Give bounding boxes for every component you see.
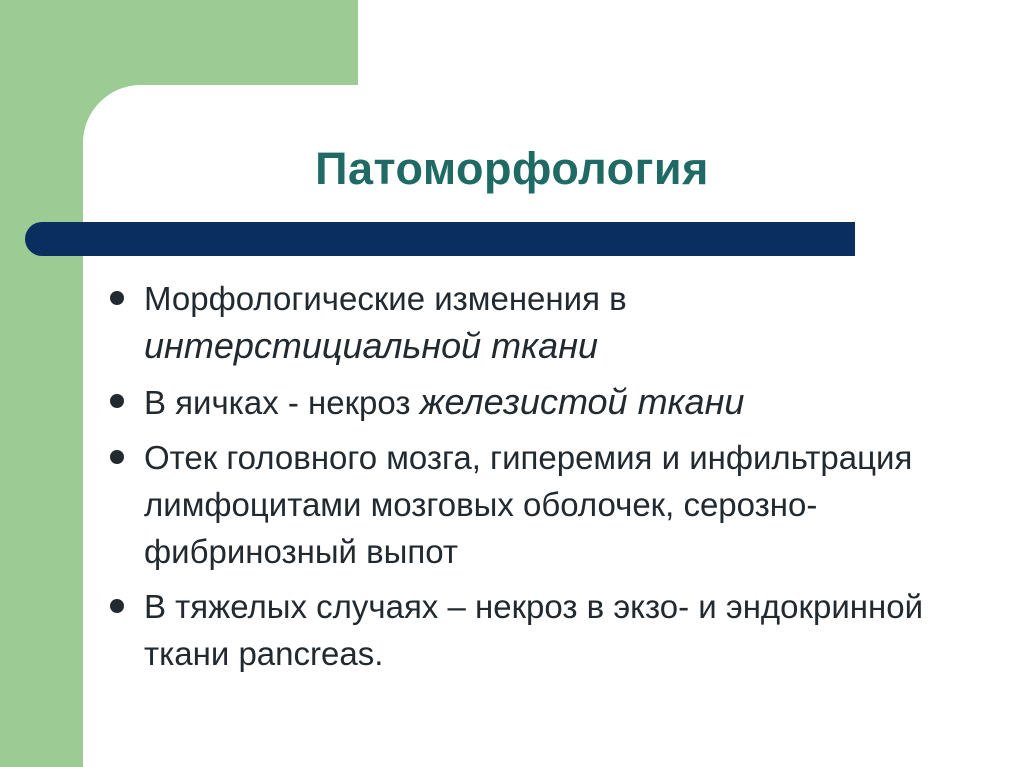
bullet-dot-icon xyxy=(110,450,124,464)
bullet-item-brain xyxy=(108,434,988,575)
bullet-item-pancreas xyxy=(108,583,988,677)
bullet-item-testes xyxy=(108,378,988,426)
bullet-dot-icon xyxy=(110,291,124,305)
bullet-text: Морфологические изменения в xyxy=(144,280,627,317)
bullet-dot-icon xyxy=(110,599,124,613)
bullet-list xyxy=(108,275,988,685)
bullet-text: Отек головного мозга, гиперемия и инфильтрация лимфоцитами мозговых оболочек, серозно-фибринозный выпот xyxy=(144,439,913,570)
bullet-text: В яичках - некроз xyxy=(144,384,420,421)
bullet-emphasis: интерстициальной ткани xyxy=(144,325,599,366)
bullet-dot-icon xyxy=(110,394,124,408)
bullet-item-interstitial xyxy=(108,275,988,370)
slide-title: Патоморфология xyxy=(315,143,709,194)
bullet-text: В тяжелых случаях – некроз в экзо- и эндокринной ткани pancreas. xyxy=(144,588,923,672)
bullet-emphasis: железистой ткани xyxy=(419,381,745,422)
title-divider-bar xyxy=(25,222,855,256)
